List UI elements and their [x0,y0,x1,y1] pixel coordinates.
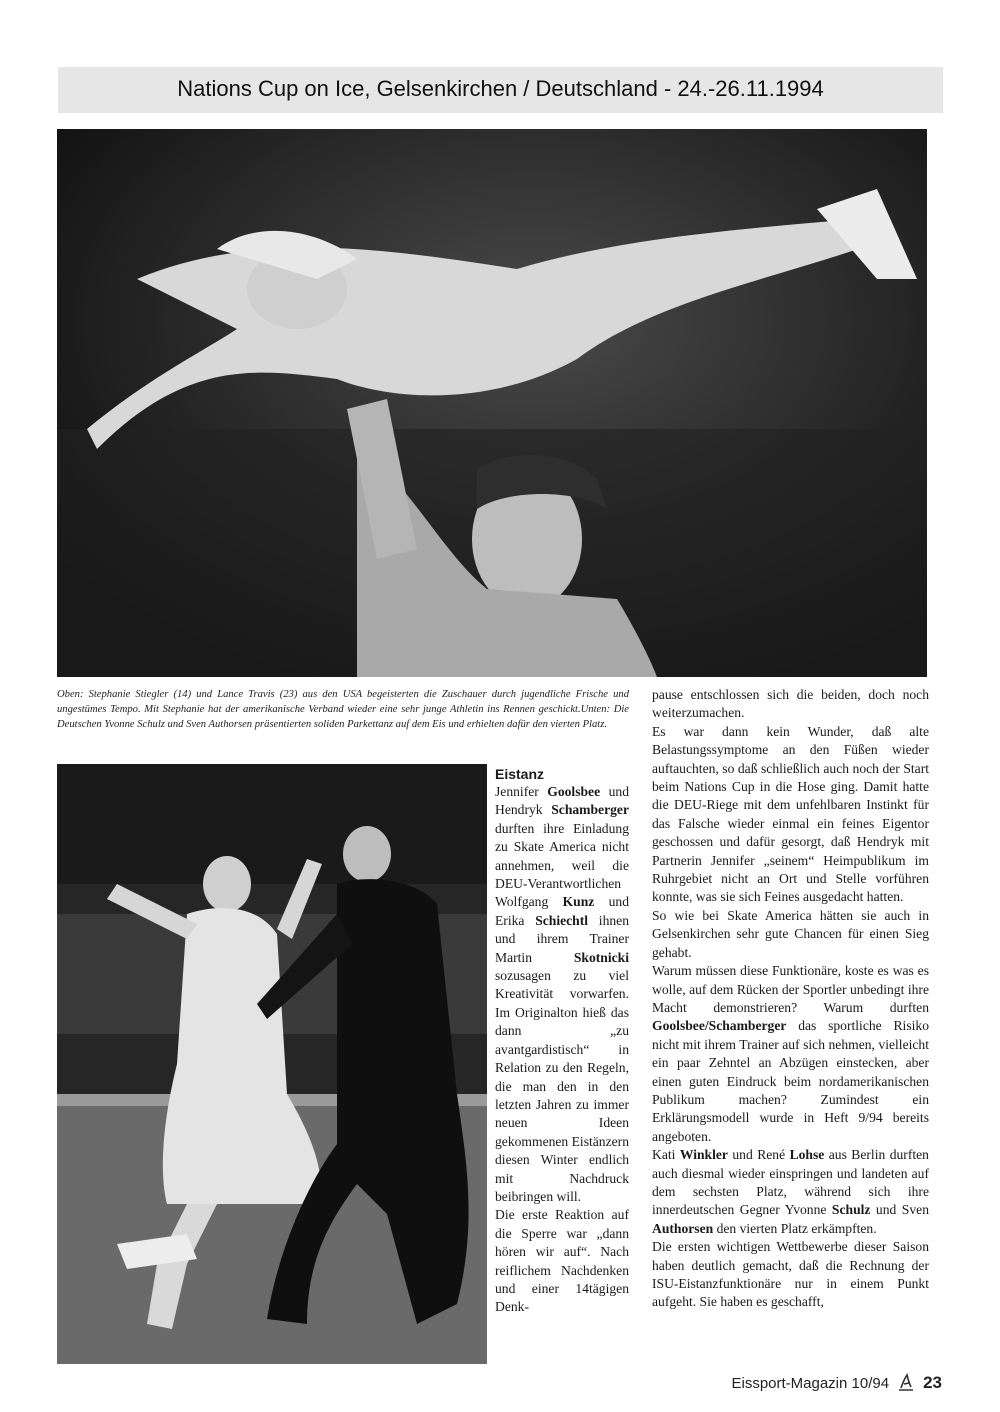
paragraph: So wie bei Skate America hätten sie auch in Gelsenkirchen sehr gute Chancen für einen Sieg gehabt. [652,907,929,960]
name-bold: Kunz [562,894,595,910]
page-number: 23 [923,1373,942,1392]
name-bold: Schamberger [551,802,629,818]
paragraph: pause entschlossen sich die beiden, doch noch weiterzumachen. [652,687,929,721]
skater-logo-icon [895,1372,917,1394]
name-bold: Lohse [789,1147,825,1163]
name-bold: Skotnicki [573,949,629,965]
text: Warum müssen diese Funktionäre, koste es was es wolle, auf dem Rücken der Sportler unbedingt ihre Macht demonstrieren? Warum durften [652,963,929,1015]
page-footer [731,1372,942,1394]
text: und Erika [495,894,629,928]
text: Kati [652,1147,680,1163]
magazine-issue: Eissport-Magazin 10/94 [731,1374,890,1392]
text: und Hendryk [495,784,629,818]
page-header [58,67,943,113]
text: und René [727,1147,790,1163]
name-bold: Goolsbee [547,784,601,799]
photo-pair-skating-lift [57,129,927,677]
text: durften ihre Einladung zu Skate America nicht annehmen, weil die DEU-Verantwortlichen Wolfgang [495,820,629,910]
section-heading: Eistanz [495,766,545,782]
text: aus Berlin durften auch diesmal wieder einspringen und landeten auf dem sechsten Platz, während sich ihre innerdeutschen Gegner Yvonne [652,1147,929,1218]
article-column-right [652,686,929,1312]
paragraph [652,1146,929,1238]
text: das sportliche Risiko nicht mit ihrem Trainer auf sich nehmen, vielleicht ein paar Zehntel an Abzügen einstecken, aber einen guten Eindruck beim nordamerikanischen Publikum machen? Zumindest ein Erklärungsmodell wurde in Heft 9/94 bereits angeboten. [652,1018,929,1144]
name-bold: Winkler [679,1147,728,1163]
photo-ice-dance-couple [57,764,487,1364]
text: ihnen und ihrem Trainer Martin [495,912,629,965]
text: den vierten Platz erkämpften. [713,1220,877,1236]
paragraph [495,783,629,1206]
name-bold: Authorsen [652,1220,714,1236]
paragraph: Die ersten wichtigen Wettbewerbe dieser Saison haben deutlich gemacht, daß die Rechnung der ISU-Eistanzfunktionäre nur in einem Punkt aufgeht. Sie haben es geschafft, [652,1239,929,1310]
text: sozusagen zu viel Kreativität vorwarfen. Im Originalton hieß das dann „zu avantgardistisch“ in Relation zu den Regeln, die man den in den letzten Jahren zu immer neuen Ideen gekommenen Eistänzern diesen Winter endlich mit Nachdruck beibringen will. [495,968,629,1204]
name-bold: Goolsbee/Schamberger [652,1018,787,1034]
name-bold: Schulz [831,1202,871,1218]
text: Jennifer [495,784,548,799]
text: und Sven [870,1202,929,1218]
photo-caption: Oben: Stephanie Stiegler (14) und Lance Travis (23) aus den USA begeisterten die Zuschauer durch jugendliche Frische und ungestümes Tempo. Mit Stephanie hat der amerikanische Verband wieder eine sehr junge Athletin ins Rennen geschickt.Unten: Die Deutschen Yvonne Schulz und Sven Authorsen präsentierten soliden Parkettanz auf dem Eis und erhielten dafür den vierten Platz. [57,689,629,730]
paragraph: Es war dann kein Wunder, daß alte Belastungssymptome an den Füßen wieder auftauchten, so daß schließlich auch noch der Start beim Nations Cup in die Hose ging. Damit hatte die DEU-Riege mit dem unfehlbaren Instinkt für das Falsche wieder einmal ein feines Eigentor geschossen und dafür gesorgt, daß Hendryk mit Partnerin Jennifer „seinem“ Heimpublikum im Ruhrgebiet nicht an Ort und Stelle vorführen konnte, was sie sich Feines ausgedacht hatten. [652,723,929,905]
paragraph [652,962,929,1146]
article-column-middle [495,765,629,1317]
paragraph: Die erste Reaktion auf die Sperre war „dann hören wir auf“. Nach reiflichem Nachdenken und einer 14tägigen Denk- [495,1207,629,1315]
page-title: Nations Cup on Ice, Gelsenkirchen / Deutschland - 24.-26.11.1994 [177,76,824,101]
name-bold: Schiechtl [535,912,589,928]
